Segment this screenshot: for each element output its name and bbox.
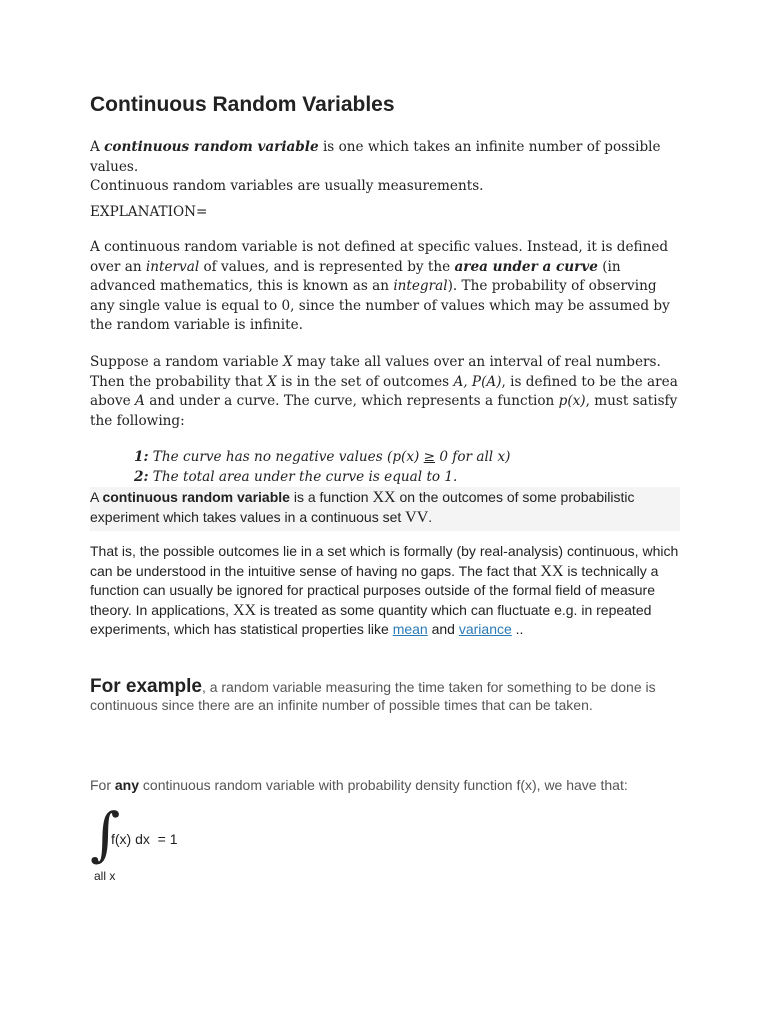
- integral-formula: [90, 800, 290, 895]
- condition-ge: ≥: [423, 449, 436, 465]
- para2-text1: Suppose a random variable: [90, 354, 284, 370]
- para3-x2: XX: [232, 601, 257, 619]
- condition-num: 1:: [134, 449, 149, 465]
- para2-text4: , is defined to be the area above: [90, 373, 678, 409]
- outcomes-paragraph: [90, 542, 680, 640]
- condition-text: The curve has no negative values (p(x): [148, 449, 424, 465]
- para1-text2: of values, and is represented by the: [199, 258, 455, 275]
- pdf-any: any: [114, 777, 140, 793]
- para2-x1: X: [283, 354, 293, 370]
- para3-end: ..: [511, 621, 524, 637]
- page-title: Continuous Random Variables: [90, 93, 395, 116]
- explanation-label: EXPLANATION=: [90, 204, 208, 220]
- def-text2: is a function: [289, 489, 373, 505]
- para2-x2: X: [267, 373, 277, 390]
- mean-link[interactable]: mean: [392, 621, 428, 637]
- formula-equals: = 1: [149, 831, 178, 847]
- condition-item: [134, 448, 674, 468]
- def-text1: A: [90, 489, 103, 505]
- para3-and: and: [427, 621, 459, 637]
- def-text4: .: [428, 508, 433, 525]
- def-v: VV: [405, 508, 429, 526]
- intro-term: continuous random variable: [104, 139, 319, 155]
- para3-text2: is technically a function can usually be ignored for practical purposes outside of the formal field of measure theory. In applications,: [90, 562, 659, 618]
- pdf-text2: continuous random variable with probability density function f(x), we have that:: [139, 777, 628, 793]
- variance-link[interactable]: variance: [458, 621, 512, 637]
- para2-px: p(x): [558, 393, 586, 409]
- intro-text: is one which takes an infinite number of possible values.: [90, 139, 661, 175]
- para3-x1: XX: [540, 562, 564, 580]
- pdf-statement: [90, 776, 680, 796]
- definition-box: [90, 487, 680, 531]
- condition-item: [134, 468, 674, 488]
- para3-text3: is treated as some quantity which can fluctuate e.g. in repeated experiments, which has statistical properties like: [90, 601, 652, 637]
- intro-a: A: [90, 139, 105, 155]
- def-term: continuous random variable: [102, 489, 290, 505]
- para1-text4: ). The probability of observing any single value is equal to 0, since the number of values which may be assumed by the random variable is infinite.: [90, 278, 670, 333]
- para1-text3: (in advanced mathematics, this is known as an: [90, 258, 621, 294]
- condition-text: The total area under the curve is equal to 1.: [148, 468, 458, 485]
- formula-limit: all x: [94, 869, 116, 883]
- def-text3: on the outcomes of some probabilistic experiment which takes values in a continuous set: [90, 489, 635, 525]
- para2-apa: A, P(A): [453, 373, 502, 390]
- para2-text2: may take all values over an interval of real numbers. Then the probability that: [90, 354, 661, 390]
- para1-interval: interval: [145, 258, 200, 275]
- intro-paragraph: [90, 138, 680, 197]
- condition-num: 2:: [134, 468, 149, 485]
- para1-area: area under a curve: [454, 258, 598, 275]
- definition-paragraph: [90, 238, 680, 336]
- para2-a: A: [135, 393, 145, 409]
- formula-integrand: f(x) dx: [111, 831, 150, 847]
- intro-line2: Continuous random variables are usually measurements.: [90, 178, 484, 194]
- conditions-list: [134, 448, 674, 487]
- condition-text2: 0 for all x): [435, 449, 511, 465]
- para2-text3: is in the set of outcomes: [276, 373, 454, 390]
- formula-expression: [111, 831, 178, 847]
- pdf-text1: For: [90, 777, 115, 793]
- para3-text1: That is, the possible outcomes lie in a set which is formally (by real-analysis) continuous, which can be understood in the intuitive sense of having no gaps. The fact that: [90, 543, 679, 579]
- para1-text1: A continuous random variable is not defined at specific values. Instead, it is defined over an: [90, 239, 669, 275]
- para2-text5: and under a curve. The curve, which represents a function: [144, 393, 559, 409]
- example-text: , a random variable measuring the time taken for something to be done is continuous since there are an infinite number of possible times that can be taken.: [90, 679, 656, 713]
- random-variable-paragraph: [90, 353, 680, 431]
- para2-text6: , must satisfy the following:: [90, 393, 678, 429]
- example-heading: For example: [90, 676, 202, 697]
- integral-sign-icon: ∫: [90, 800, 121, 868]
- para1-integral: integral: [393, 278, 448, 294]
- example-paragraph: [90, 678, 680, 714]
- def-x: XX: [372, 489, 396, 506]
